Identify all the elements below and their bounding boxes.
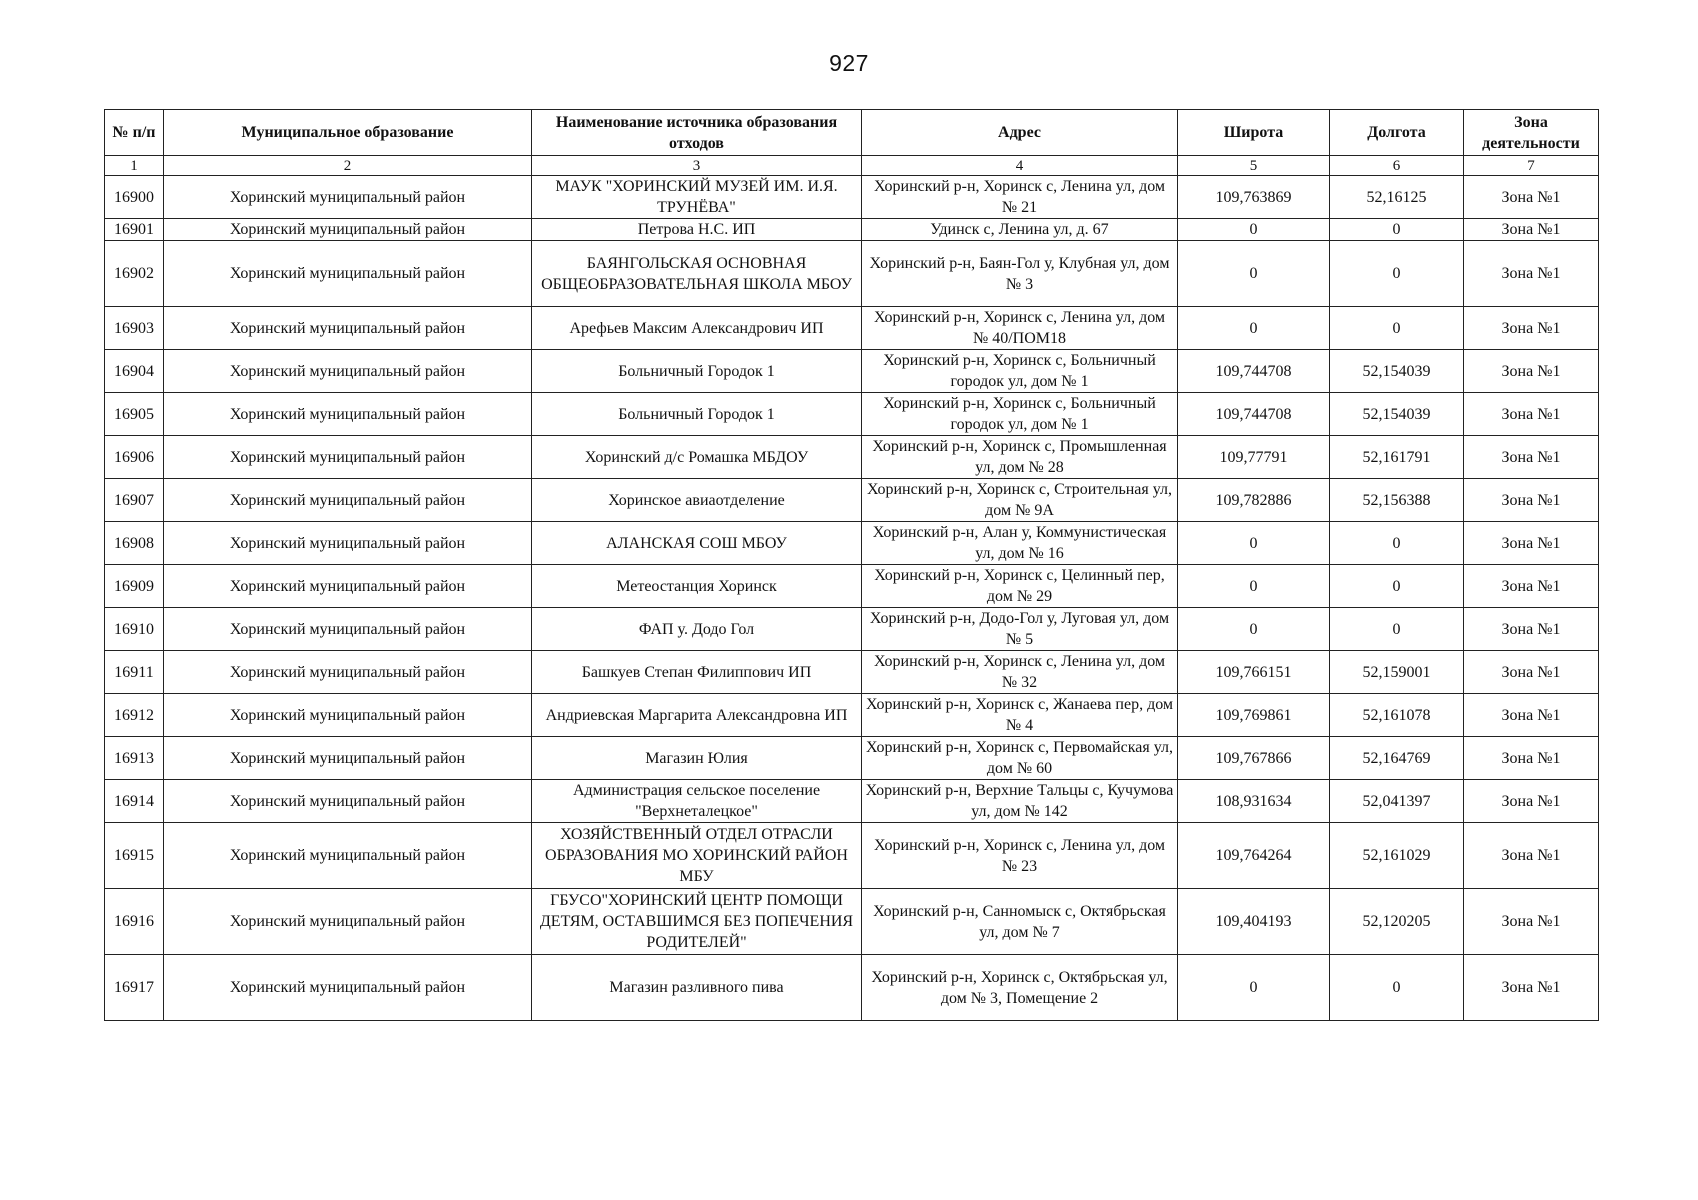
- table-row: [105, 479, 1599, 522]
- row-number: 16905: [105, 393, 164, 436]
- table-row: [105, 608, 1599, 651]
- row-municipality: Хоринский муниципальный район: [164, 955, 532, 1021]
- header-source-name: Наименование источника образования отходов: [532, 110, 862, 156]
- row-zone: Зона №1: [1464, 393, 1599, 436]
- column-number: 3: [532, 156, 862, 176]
- row-source-name: Хоринский д/с Ромашка МБДОУ: [532, 436, 862, 479]
- table-header-row: [105, 110, 1599, 156]
- row-source-name: АЛАНСКАЯ СОШ МБОУ: [532, 522, 862, 565]
- row-latitude: 0: [1178, 241, 1330, 307]
- row-source-name: Больничный Городок 1: [532, 350, 862, 393]
- row-latitude: 109,766151: [1178, 651, 1330, 694]
- header-zone: Зона деятельности: [1464, 110, 1599, 156]
- waste-sources-table: [104, 109, 1599, 1021]
- table-row: [105, 651, 1599, 694]
- row-longitude: 0: [1330, 608, 1464, 651]
- table-row: [105, 393, 1599, 436]
- row-zone: Зона №1: [1464, 522, 1599, 565]
- row-municipality: Хоринский муниципальный район: [164, 307, 532, 350]
- row-municipality: Хоринский муниципальный район: [164, 651, 532, 694]
- row-latitude: 109,404193: [1178, 889, 1330, 955]
- header-municipality: Муниципальное образование: [164, 110, 532, 156]
- table-row: [105, 780, 1599, 823]
- column-number: 7: [1464, 156, 1599, 176]
- row-latitude: 0: [1178, 608, 1330, 651]
- row-source-name: Больничный Городок 1: [532, 393, 862, 436]
- row-address: Удинск с, Ленина ул, д. 67: [862, 219, 1178, 241]
- row-latitude: 109,77791: [1178, 436, 1330, 479]
- row-number: 16909: [105, 565, 164, 608]
- row-municipality: Хоринский муниципальный район: [164, 522, 532, 565]
- row-municipality: Хоринский муниципальный район: [164, 393, 532, 436]
- row-longitude: 52,156388: [1330, 479, 1464, 522]
- row-source-name: Петрова Н.С. ИП: [532, 219, 862, 241]
- row-address: Хоринский р-н, Хоринск с, Ленина ул, дом № 40/ПОМ18: [862, 307, 1178, 350]
- row-source-name: Магазин разливного пива: [532, 955, 862, 1021]
- row-longitude: 52,164769: [1330, 737, 1464, 780]
- row-municipality: Хоринский муниципальный район: [164, 823, 532, 889]
- row-longitude: 52,16125: [1330, 176, 1464, 219]
- row-zone: Зона №1: [1464, 565, 1599, 608]
- row-longitude: 52,154039: [1330, 393, 1464, 436]
- header-latitude: Широта: [1178, 110, 1330, 156]
- column-number: 1: [105, 156, 164, 176]
- row-source-name: Хоринское авиаотделение: [532, 479, 862, 522]
- row-number: 16900: [105, 176, 164, 219]
- row-source-name: Метеостанция Хоринск: [532, 565, 862, 608]
- row-address: Хоринский р-н, Баян-Гол у, Клубная ул, дом № 3: [862, 241, 1178, 307]
- row-zone: Зона №1: [1464, 780, 1599, 823]
- row-number: 16901: [105, 219, 164, 241]
- row-latitude: 0: [1178, 307, 1330, 350]
- table-row: [105, 694, 1599, 737]
- row-longitude: 0: [1330, 241, 1464, 307]
- column-number-row: [105, 156, 1599, 176]
- row-latitude: 109,767866: [1178, 737, 1330, 780]
- row-number: 16902: [105, 241, 164, 307]
- row-municipality: Хоринский муниципальный район: [164, 737, 532, 780]
- row-zone: Зона №1: [1464, 176, 1599, 219]
- table-row: [105, 350, 1599, 393]
- row-longitude: 52,161078: [1330, 694, 1464, 737]
- row-longitude: 52,159001: [1330, 651, 1464, 694]
- row-municipality: Хоринский муниципальный район: [164, 350, 532, 393]
- column-number: 4: [862, 156, 1178, 176]
- row-latitude: 109,769861: [1178, 694, 1330, 737]
- row-number: 16914: [105, 780, 164, 823]
- row-longitude: 52,161791: [1330, 436, 1464, 479]
- row-municipality: Хоринский муниципальный район: [164, 780, 532, 823]
- table-row: [105, 955, 1599, 1021]
- row-zone: Зона №1: [1464, 737, 1599, 780]
- row-source-name: Андриевская Маргарита Александровна ИП: [532, 694, 862, 737]
- row-longitude: 0: [1330, 307, 1464, 350]
- row-municipality: Хоринский муниципальный район: [164, 436, 532, 479]
- row-address: Хоринский р-н, Хоринск с, Больничный городок ул, дом № 1: [862, 350, 1178, 393]
- row-longitude: 0: [1330, 219, 1464, 241]
- table-row: [105, 889, 1599, 955]
- row-number: 16904: [105, 350, 164, 393]
- row-latitude: 109,744708: [1178, 393, 1330, 436]
- page-number: 927: [829, 50, 869, 76]
- table-row: [105, 522, 1599, 565]
- row-number: 16907: [105, 479, 164, 522]
- row-address: Хоринский р-н, Хоринск с, Целинный пер, дом № 29: [862, 565, 1178, 608]
- row-longitude: 52,041397: [1330, 780, 1464, 823]
- row-address: Хоринский р-н, Хоринск с, Больничный городок ул, дом № 1: [862, 393, 1178, 436]
- row-zone: Зона №1: [1464, 651, 1599, 694]
- row-source-name: БАЯНГОЛЬСКАЯ ОСНОВНАЯ ОБЩЕОБРАЗОВАТЕЛЬНАЯ ШКОЛА МБОУ: [532, 241, 862, 307]
- row-zone: Зона №1: [1464, 436, 1599, 479]
- row-source-name: МАУК "ХОРИНСКИЙ МУЗЕЙ ИМ. И.Я. ТРУНЁВА": [532, 176, 862, 219]
- table-row: [105, 436, 1599, 479]
- header-address: Адрес: [862, 110, 1178, 156]
- row-municipality: Хоринский муниципальный район: [164, 565, 532, 608]
- row-longitude: 0: [1330, 955, 1464, 1021]
- row-number: 16916: [105, 889, 164, 955]
- row-zone: Зона №1: [1464, 219, 1599, 241]
- row-address: Хоринский р-н, Хоринск с, Ленина ул, дом № 23: [862, 823, 1178, 889]
- row-latitude: 108,931634: [1178, 780, 1330, 823]
- table-row: [105, 565, 1599, 608]
- row-address: Хоринский р-н, Санномыск с, Октябрьская ул, дом № 7: [862, 889, 1178, 955]
- row-number: 16917: [105, 955, 164, 1021]
- row-source-name: Башкуев Степан Филиппович ИП: [532, 651, 862, 694]
- row-zone: Зона №1: [1464, 955, 1599, 1021]
- row-municipality: Хоринский муниципальный район: [164, 241, 532, 307]
- row-address: Хоринский р-н, Хоринск с, Жанаева пер, дом № 4: [862, 694, 1178, 737]
- row-zone: Зона №1: [1464, 479, 1599, 522]
- row-longitude: 0: [1330, 565, 1464, 608]
- row-latitude: 109,782886: [1178, 479, 1330, 522]
- row-number: 16906: [105, 436, 164, 479]
- table-row: [105, 241, 1599, 307]
- row-number: 16915: [105, 823, 164, 889]
- row-latitude: 0: [1178, 565, 1330, 608]
- row-number: 16908: [105, 522, 164, 565]
- row-address: Хоринский р-н, Верхние Тальцы с, Кучумова ул, дом № 142: [862, 780, 1178, 823]
- row-source-name: Администрация сельское поселение "Верхнеталецкое": [532, 780, 862, 823]
- row-number: 16910: [105, 608, 164, 651]
- row-latitude: 109,763869: [1178, 176, 1330, 219]
- row-address: Хоринский р-н, Хоринск с, Первомайская ул, дом № 60: [862, 737, 1178, 780]
- row-address: Хоринский р-н, Хоринск с, Строительная ул, дом № 9А: [862, 479, 1178, 522]
- table-row: [105, 737, 1599, 780]
- row-zone: Зона №1: [1464, 241, 1599, 307]
- row-address: Хоринский р-н, Додо-Гол у, Луговая ул, дом № 5: [862, 608, 1178, 651]
- row-address: Хоринский р-н, Хоринск с, Ленина ул, дом № 32: [862, 651, 1178, 694]
- row-source-name: Арефьев Максим Александрович ИП: [532, 307, 862, 350]
- row-source-name: Магазин Юлия: [532, 737, 862, 780]
- row-address: Хоринский р-н, Алан у, Коммунистическая ул, дом № 16: [862, 522, 1178, 565]
- column-number: 6: [1330, 156, 1464, 176]
- row-latitude: 0: [1178, 522, 1330, 565]
- row-zone: Зона №1: [1464, 350, 1599, 393]
- table-row: [105, 176, 1599, 219]
- row-municipality: Хоринский муниципальный район: [164, 176, 532, 219]
- row-municipality: Хоринский муниципальный район: [164, 694, 532, 737]
- row-zone: Зона №1: [1464, 889, 1599, 955]
- row-municipality: Хоринский муниципальный район: [164, 889, 532, 955]
- row-municipality: Хоринский муниципальный район: [164, 219, 532, 241]
- row-longitude: 52,120205: [1330, 889, 1464, 955]
- row-number: 16903: [105, 307, 164, 350]
- row-address: Хоринский р-н, Хоринск с, Октябрьская ул, дом № 3, Помещение 2: [862, 955, 1178, 1021]
- row-source-name: ХОЗЯЙСТВЕННЫЙ ОТДЕЛ ОТРАСЛИ ОБРАЗОВАНИЯ МО ХОРИНСКИЙ РАЙОН МБУ: [532, 823, 862, 889]
- row-municipality: Хоринский муниципальный район: [164, 479, 532, 522]
- row-longitude: 52,161029: [1330, 823, 1464, 889]
- row-address: Хоринский р-н, Хоринск с, Ленина ул, дом № 21: [862, 176, 1178, 219]
- row-zone: Зона №1: [1464, 694, 1599, 737]
- row-municipality: Хоринский муниципальный район: [164, 608, 532, 651]
- row-number: 16911: [105, 651, 164, 694]
- row-longitude: 0: [1330, 522, 1464, 565]
- column-number: 2: [164, 156, 532, 176]
- row-zone: Зона №1: [1464, 307, 1599, 350]
- row-zone: Зона №1: [1464, 608, 1599, 651]
- row-source-name: ГБУСО"ХОРИНСКИЙ ЦЕНТР ПОМОЩИ ДЕТЯМ, ОСТАВШИМСЯ БЕЗ ПОПЕЧЕНИЯ РОДИТЕЛЕЙ": [532, 889, 862, 955]
- row-latitude: 0: [1178, 219, 1330, 241]
- column-number: 5: [1178, 156, 1330, 176]
- header-number: № п/п: [105, 110, 164, 156]
- row-longitude: 52,154039: [1330, 350, 1464, 393]
- table-row: [105, 307, 1599, 350]
- row-latitude: 109,744708: [1178, 350, 1330, 393]
- table-row: [105, 219, 1599, 241]
- row-source-name: ФАП у. Додо Гол: [532, 608, 862, 651]
- row-number: 16913: [105, 737, 164, 780]
- row-address: Хоринский р-н, Хоринск с, Промышленная ул, дом № 28: [862, 436, 1178, 479]
- row-latitude: 109,764264: [1178, 823, 1330, 889]
- row-zone: Зона №1: [1464, 823, 1599, 889]
- table-row: [105, 823, 1599, 889]
- header-longitude: Долгота: [1330, 110, 1464, 156]
- row-number: 16912: [105, 694, 164, 737]
- row-latitude: 0: [1178, 955, 1330, 1021]
